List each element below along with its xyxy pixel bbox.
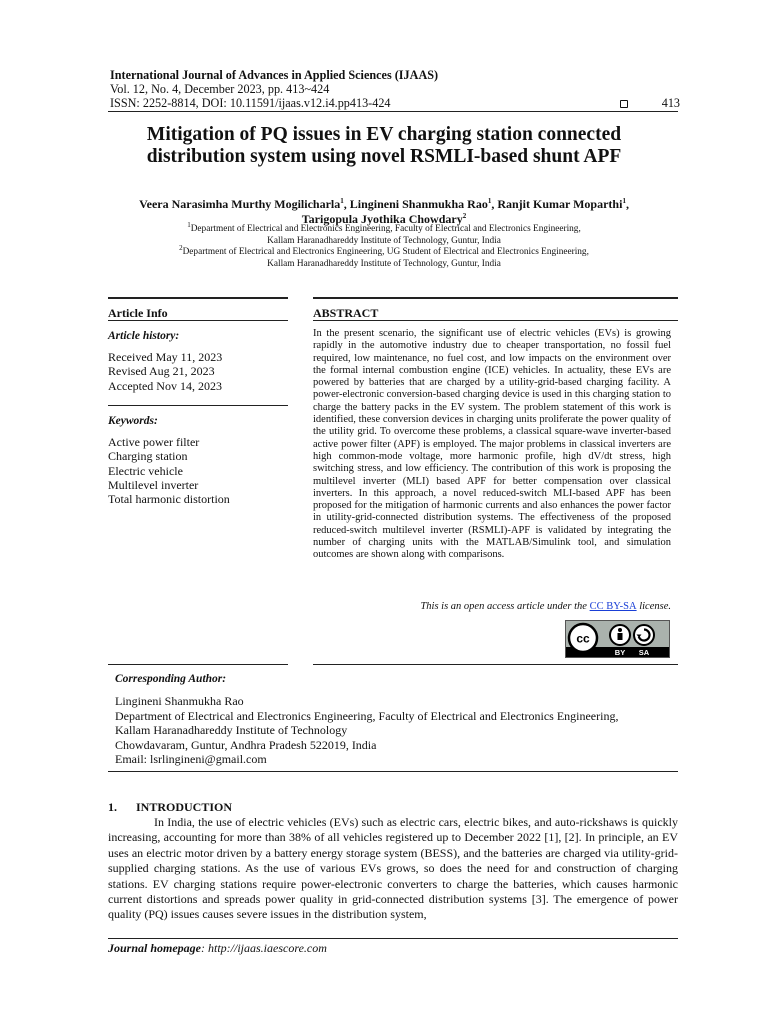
cc-text: cc xyxy=(576,631,590,646)
volume-info: Vol. 12, No. 4, December 2023, pp. 413~424 xyxy=(110,82,330,96)
journal-header xyxy=(110,68,438,110)
license-line xyxy=(313,601,671,612)
abstract-bottom-rule xyxy=(313,664,678,665)
page-number-block xyxy=(620,96,680,111)
affil-line: Department of Electrical and Electronics Engineering, UG Student of Electrical and Electronics Engineering, xyxy=(182,247,589,257)
person-icon xyxy=(618,628,622,632)
title-line-1: Mitigation of PQ issues in EV charging station connected xyxy=(146,124,622,145)
corresponding-dept: Department of Electrical and Electronics Engineering, Faculty of Electrical and Electronics Engineering, xyxy=(115,708,619,723)
keyword: Multilevel inverter xyxy=(108,477,199,492)
history-heading: Article history: xyxy=(108,330,180,342)
homepage-label: Journal homepage xyxy=(108,941,202,955)
keyword: Electric vehicle xyxy=(108,463,183,478)
corresponding-bottom-rule xyxy=(108,771,678,772)
author-sup: 1 xyxy=(487,197,492,205)
corresponding-address: Chowdavaram, Guntur, Andhra Pradesh 522019, India xyxy=(115,737,377,752)
corresponding-author xyxy=(115,694,675,767)
journal-homepage xyxy=(108,941,327,956)
received-date: Received May 11, 2023 xyxy=(108,350,223,364)
footer-rule xyxy=(108,938,678,939)
cc-badge-icon xyxy=(566,621,669,657)
introduction-paragraph: In India, the use of electric vehicles (EVs) such as electric cars, electric bikes, and auto-rickshaws is quickly increasing, accounting for more than 38% of all vehicles registered up to December 2022 [1], [2]. In principle, an EV uses an electric motor driven by a battery energy storage system (BESS), and the batteries are charged via utility-grid-supplied charging stations. As the use of various EVs grows, so does the need for and construction of charging stations. EV charging stations require power-electronic converters to charge the batteries, which causes harmonic current distortions and spreads power quality in grid-connected distribution systems [3]. The emergence of power quality (PQ) issues causes severe issues in the distribution system, xyxy=(108,815,678,922)
license-text: This is an open access article under the xyxy=(420,601,590,612)
keyword: Total harmonic distortion xyxy=(108,492,230,507)
author-name: Tarigopula Jyothika Chowdary xyxy=(301,212,463,226)
article-history xyxy=(108,350,288,393)
affil-line: Kallam Haranadhareddy Institute of Technology, Guntur, India xyxy=(267,235,501,246)
keyword: Active power filter xyxy=(108,435,200,449)
homepage-url: : http://ijaas.iaescore.com xyxy=(201,941,327,955)
abstract-heading: ABSTRACT xyxy=(313,306,379,320)
author-sup: 1 xyxy=(340,197,344,205)
author-separator: , xyxy=(625,197,629,211)
title-line-2: distribution system using novel RSMLI-based shunt APF xyxy=(146,146,622,167)
corresponding-heading: Corresponding Author: xyxy=(115,673,227,685)
section-number: 1. xyxy=(108,800,117,814)
accepted-date: Accepted Nov 14, 2023 xyxy=(108,378,222,393)
author-line-1 xyxy=(90,197,678,212)
page-number: 413 xyxy=(661,96,680,110)
section-heading-introduction xyxy=(108,800,232,815)
paper-title xyxy=(90,124,678,168)
section-title: INTRODUCTION xyxy=(136,800,233,814)
license-text: license. xyxy=(636,601,671,612)
history-keywords-rule xyxy=(108,405,288,406)
corresponding-name: Lingineni Shanmukha Rao xyxy=(115,694,244,708)
author-name: , Ranjit Kumar Moparthi xyxy=(491,197,623,211)
abstract-top-rule xyxy=(313,297,678,299)
header-rule xyxy=(108,111,678,112)
keyword: Charging station xyxy=(108,449,188,464)
affil-line: Kallam Haranadhareddy Institute of Technology, Guntur, India xyxy=(267,258,501,269)
keywords-list xyxy=(108,435,288,506)
cc-by-sa-badge[interactable] xyxy=(565,620,670,658)
affil-line: Department of Electrical and Electronics Engineering, Faculty of Electrical and Electronics Engineering, xyxy=(190,224,581,234)
square-bullet-icon xyxy=(620,100,628,108)
abstract-text: In the present scenario, the significant use of electric vehicles (EVs) is growing rapidly in the automotive industry due to cheaper transportation, no fossil fuel required, low maintenance, no fuel cost, and low impacts on the environment over the formal internal combustion engine (ICE) vehicles. In actuality, these EVs are powered by batteries that are charged by a utility-grid-based charging facility. A power-electronic conversion-based charging device is used in this charging station to charge the battery packs in the EV system. The problem statement of this work is identified, these conversion devices in charging units proliferate the power quality of the utility grid. To overcome these problems, a classical square-wave inverter-based active power filter (APF) is employed. The major problems in classical inverters are high common-mode voltage, more harmonic profile, high dV/dt stress, high switching stress, and low efficiency. The contribution of this work is proposing the multilevel inverter (MLI) based APF for better compensation over classical inverters. In this approach, a novel reduced-switch MLI-based APF has been proposed for the mitigation of harmonic currents and also enhances the power factor in utility-grid-connected distribution systems. The effectiveness of the proposed reduced-switch multilevel inverter (RSMLI)-APF is validated by integrating the number of charging units with the MATLAB/Simulink tool, and simulation outcomes are shown along with comparisons. xyxy=(313,328,671,561)
article-info-bottom-rule xyxy=(108,664,288,665)
author-name: , Lingineni Shanmukha Rao xyxy=(343,197,488,211)
cc-by-sa-link[interactable]: CC BY-SA xyxy=(589,601,637,612)
affil-sup: 2 xyxy=(179,243,183,252)
affiliations xyxy=(90,220,678,270)
by-text: BY xyxy=(614,648,626,657)
revised-date: Revised Aug 21, 2023 xyxy=(108,364,215,379)
author-sup: 1 xyxy=(622,197,626,205)
article-info-top-rule xyxy=(108,297,288,299)
article-info-heading: Article Info xyxy=(108,306,168,320)
keywords-heading: Keywords: xyxy=(108,415,158,427)
sa-text: SA xyxy=(638,648,650,657)
corresponding-inst: Kallam Haranadhareddy Institute of Technology xyxy=(115,723,348,738)
issn-doi: ISSN: 2252-8814, DOI: 10.11591/ijaas.v12.i4.pp413-424 xyxy=(110,96,391,110)
author-sup: 2 xyxy=(462,212,467,220)
author-name: Veera Narasimha Murthy Mogilicharla xyxy=(139,197,341,211)
journal-name: International Journal of Advances in Applied Sciences (IJAAS) xyxy=(110,68,439,82)
affil-sup: 1 xyxy=(187,220,191,229)
corresponding-email: Email: lsrlingineni@gmail.com xyxy=(115,752,267,767)
author-list xyxy=(90,197,678,227)
